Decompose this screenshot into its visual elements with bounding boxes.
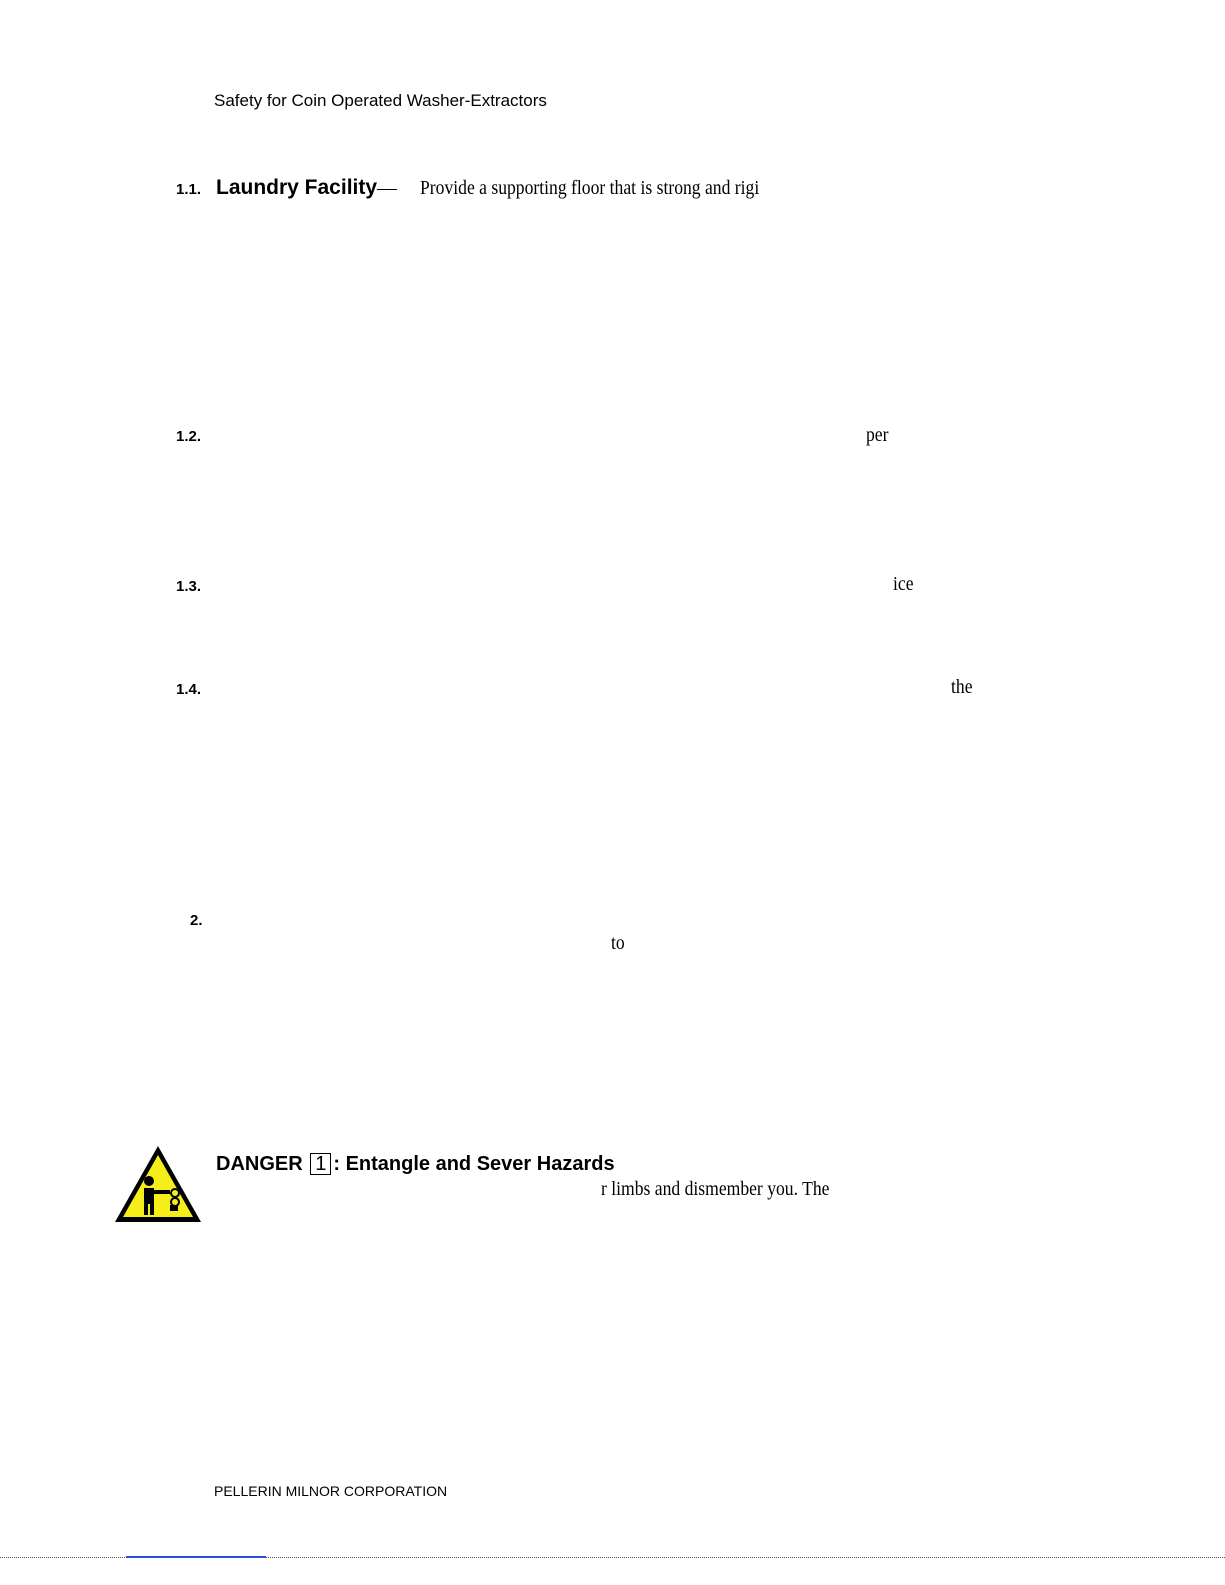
entangle-sever-hazard-icon bbox=[112, 1143, 204, 1225]
page-link-underline[interactable] bbox=[126, 1556, 266, 1558]
section-text-fragment: ice bbox=[893, 573, 914, 595]
section-title: Laundry Facility bbox=[216, 176, 378, 199]
section-number: 1.3. bbox=[176, 578, 202, 595]
section-number: 2. bbox=[190, 912, 203, 929]
section-text-fragment: Provide a supporting floor that is strong and rigi bbox=[420, 177, 760, 199]
section-number: 1.1. bbox=[176, 181, 202, 198]
section-heading-line bbox=[216, 176, 397, 200]
section-text-fragment: to bbox=[611, 932, 625, 954]
running-header: Safety for Coin Operated Washer-Extractors bbox=[214, 91, 547, 110]
em-dash: — bbox=[377, 177, 398, 199]
danger-label: DANGER bbox=[216, 1153, 303, 1175]
danger-heading bbox=[216, 1153, 615, 1176]
section-number: 1.4. bbox=[176, 681, 202, 698]
section-number: 1.2. bbox=[176, 428, 202, 445]
section-text-fragment: the bbox=[951, 676, 973, 698]
footer-company: PELLERIN MILNOR CORPORATION bbox=[214, 1483, 448, 1499]
danger-number-box: 1 bbox=[310, 1153, 331, 1175]
danger-text-fragment: r limbs and dismember you. The bbox=[601, 1178, 830, 1200]
danger-title: : Entangle and Sever Hazards bbox=[333, 1153, 615, 1175]
section-text-fragment: per bbox=[866, 424, 889, 446]
